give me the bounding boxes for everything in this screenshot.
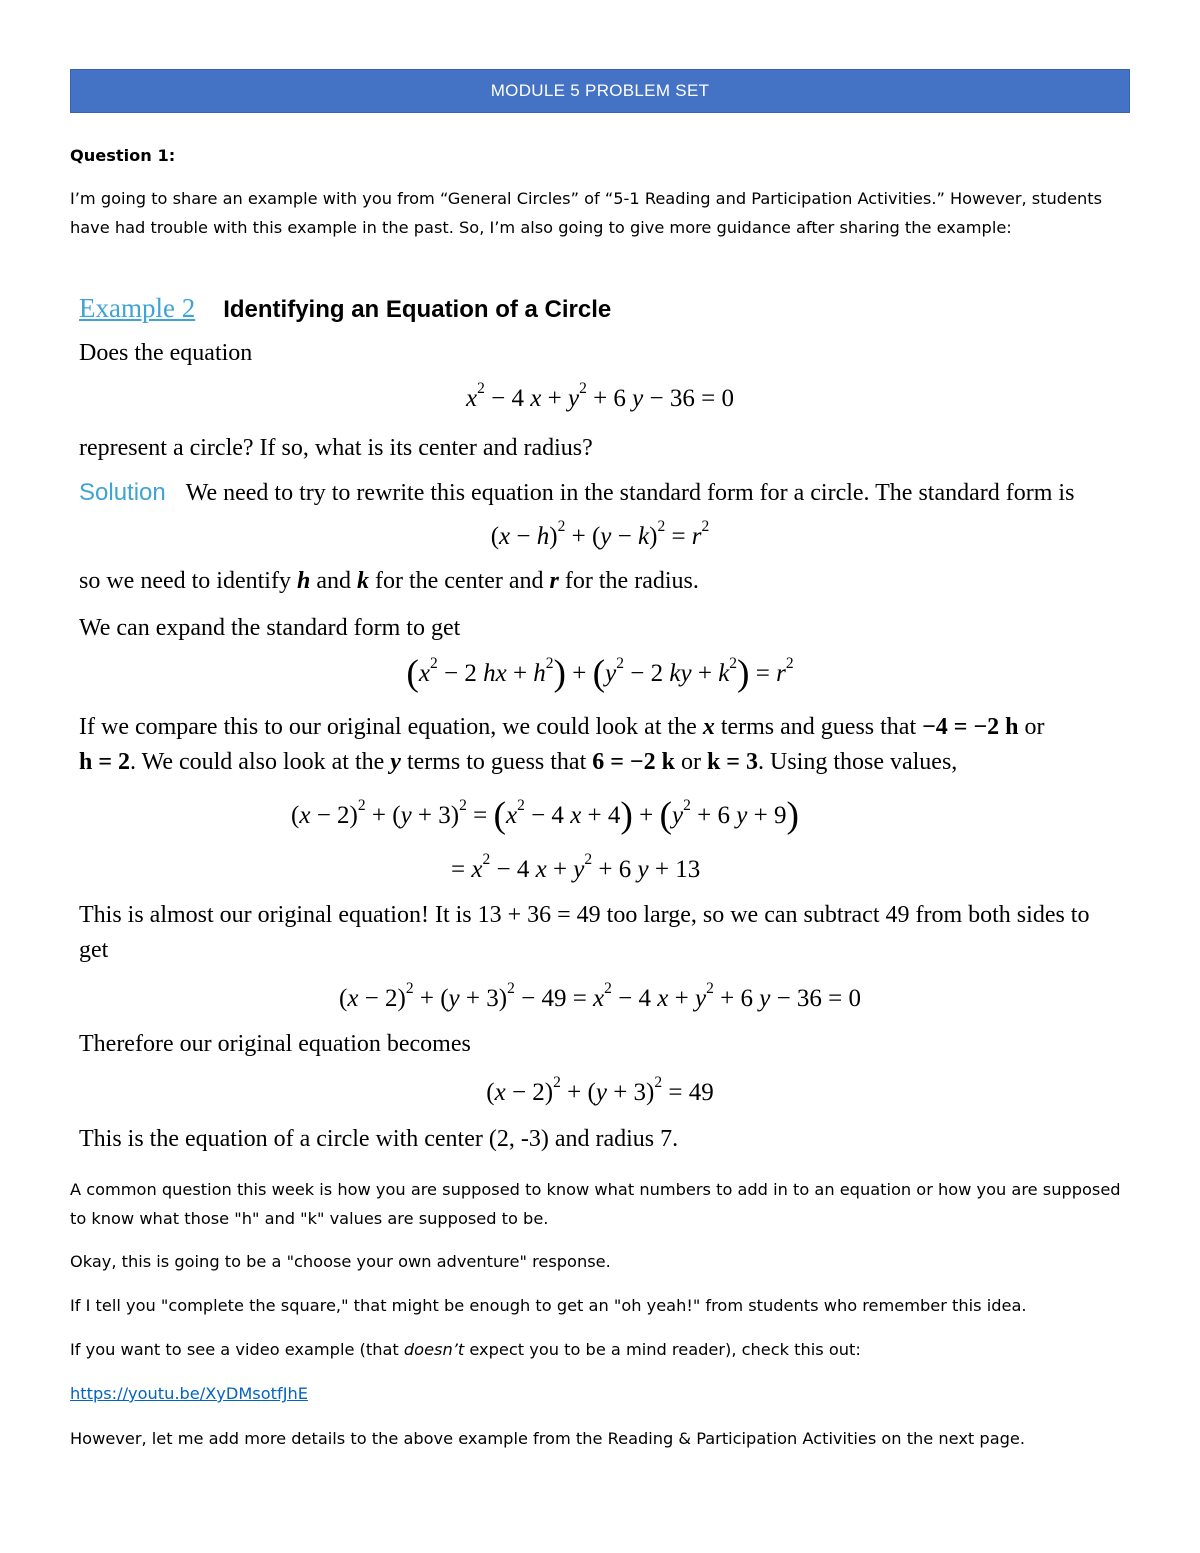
almost-line-2: get: [79, 937, 109, 963]
compare-line-2: h = 2. We could also look at the y terms to guess that 6 = −2 k or k = 3. Using those values,: [79, 749, 958, 775]
equation-standard: $(x - h)^2 + (y - k)^2 = r^2$: [490, 517, 710, 550]
represent-text: represent a circle? If so, what is its center and radius?: [79, 435, 593, 461]
example-label: Example 2: [79, 293, 196, 323]
example-title: Identifying an Equation of a Circle: [223, 296, 612, 323]
guidance-paragraph-4: If you want to see a video example (that doesn’t expect you to be a mind reader), check this out:: [70, 1340, 861, 1359]
compare-line-1: If we compare this to our original equation, we could look at the x terms and guess that −4 = −2 h or: [79, 714, 1045, 740]
video-link-paragraph: [70, 1379, 1132, 1408]
identify-text: so we need to identify h and k for the center and r for the radius.: [79, 568, 699, 594]
guidance-paragraph-3: If I tell you "complete the square," that might be enough to get an "oh yeah!" from students who remember this idea.: [70, 1296, 1027, 1315]
expand-text: We can expand the standard form to get: [79, 615, 461, 641]
video-link[interactable]: https://youtu.be/XyDMsotfJhE: [70, 1384, 308, 1403]
guidance-paragraph-1: A common question this week is how you are supposed to know what numbers to add in to an equation or how you are supposed to know what those "h" and "k" values are supposed to be.: [70, 1180, 1121, 1228]
equation-final: $(x - 2)^2 + (y + 3)^2 = 49$: [486, 1073, 714, 1106]
guidance-paragraph-2: Okay, this is going to be a "choose your own adventure" response.: [70, 1252, 611, 1271]
equation-expanded: ($x^2 - 2$ hx + $h^2) + (y^2 - 2$ ky + $k^2) = r^2$: [406, 652, 794, 694]
module-title: MODULE 5 PROBLEM SET: [490, 81, 710, 100]
question-intro: I’m going to share an example with you from “General Circles” of “5-1 Reading and Participation Activities.” However, students have had trouble with this example in the past. So, I’m also going to give more guidance after sharing the example:: [70, 189, 1103, 237]
guidance-paragraph-5: However, let me add more details to the above example from the Reading & Participation Activities on the next page.: [70, 1429, 1025, 1448]
conclusion-text: This is the equation of a circle with center (2, -3) and radius 7.: [79, 1126, 679, 1152]
module-title-banner: [70, 69, 1130, 113]
equation-subtract: $(x - 2)^2 + (y + 3)^2 - 49 = x^2 - 4$ $x + y^2 + 6$ y − 36 = 0: [338, 979, 862, 1012]
solution-label: Solution: [79, 479, 166, 506]
question-label: Question 1:: [70, 146, 176, 165]
equation-original: $x^2 - 4$ $x + y^2 + 6$ y − 36 = 0: [466, 379, 734, 412]
almost-line-1: This is almost our original equation! It is 13 + 36 = 49 too large, so we can subtract 49 from both sides to: [79, 902, 1090, 928]
does-text: Does the equation: [79, 340, 253, 366]
solution-text: We need to try to rewrite this equation in the standard form for a circle. The standard form is: [185, 480, 1075, 506]
equation-sub-line-2: = $x^2 - 4$ $x + y^2 + 6$ y + 13: [451, 850, 701, 883]
solution-line: [79, 481, 1074, 505]
example-heading: [79, 295, 611, 322]
therefore-text: Therefore our original equation becomes: [79, 1031, 471, 1057]
equation-sub-line-1: $(x - 2)^2 + (y + 3)^2 = (x^2 - 4$ $x + 4) + (y^2 + 6$ y + 9): [291, 794, 799, 836]
